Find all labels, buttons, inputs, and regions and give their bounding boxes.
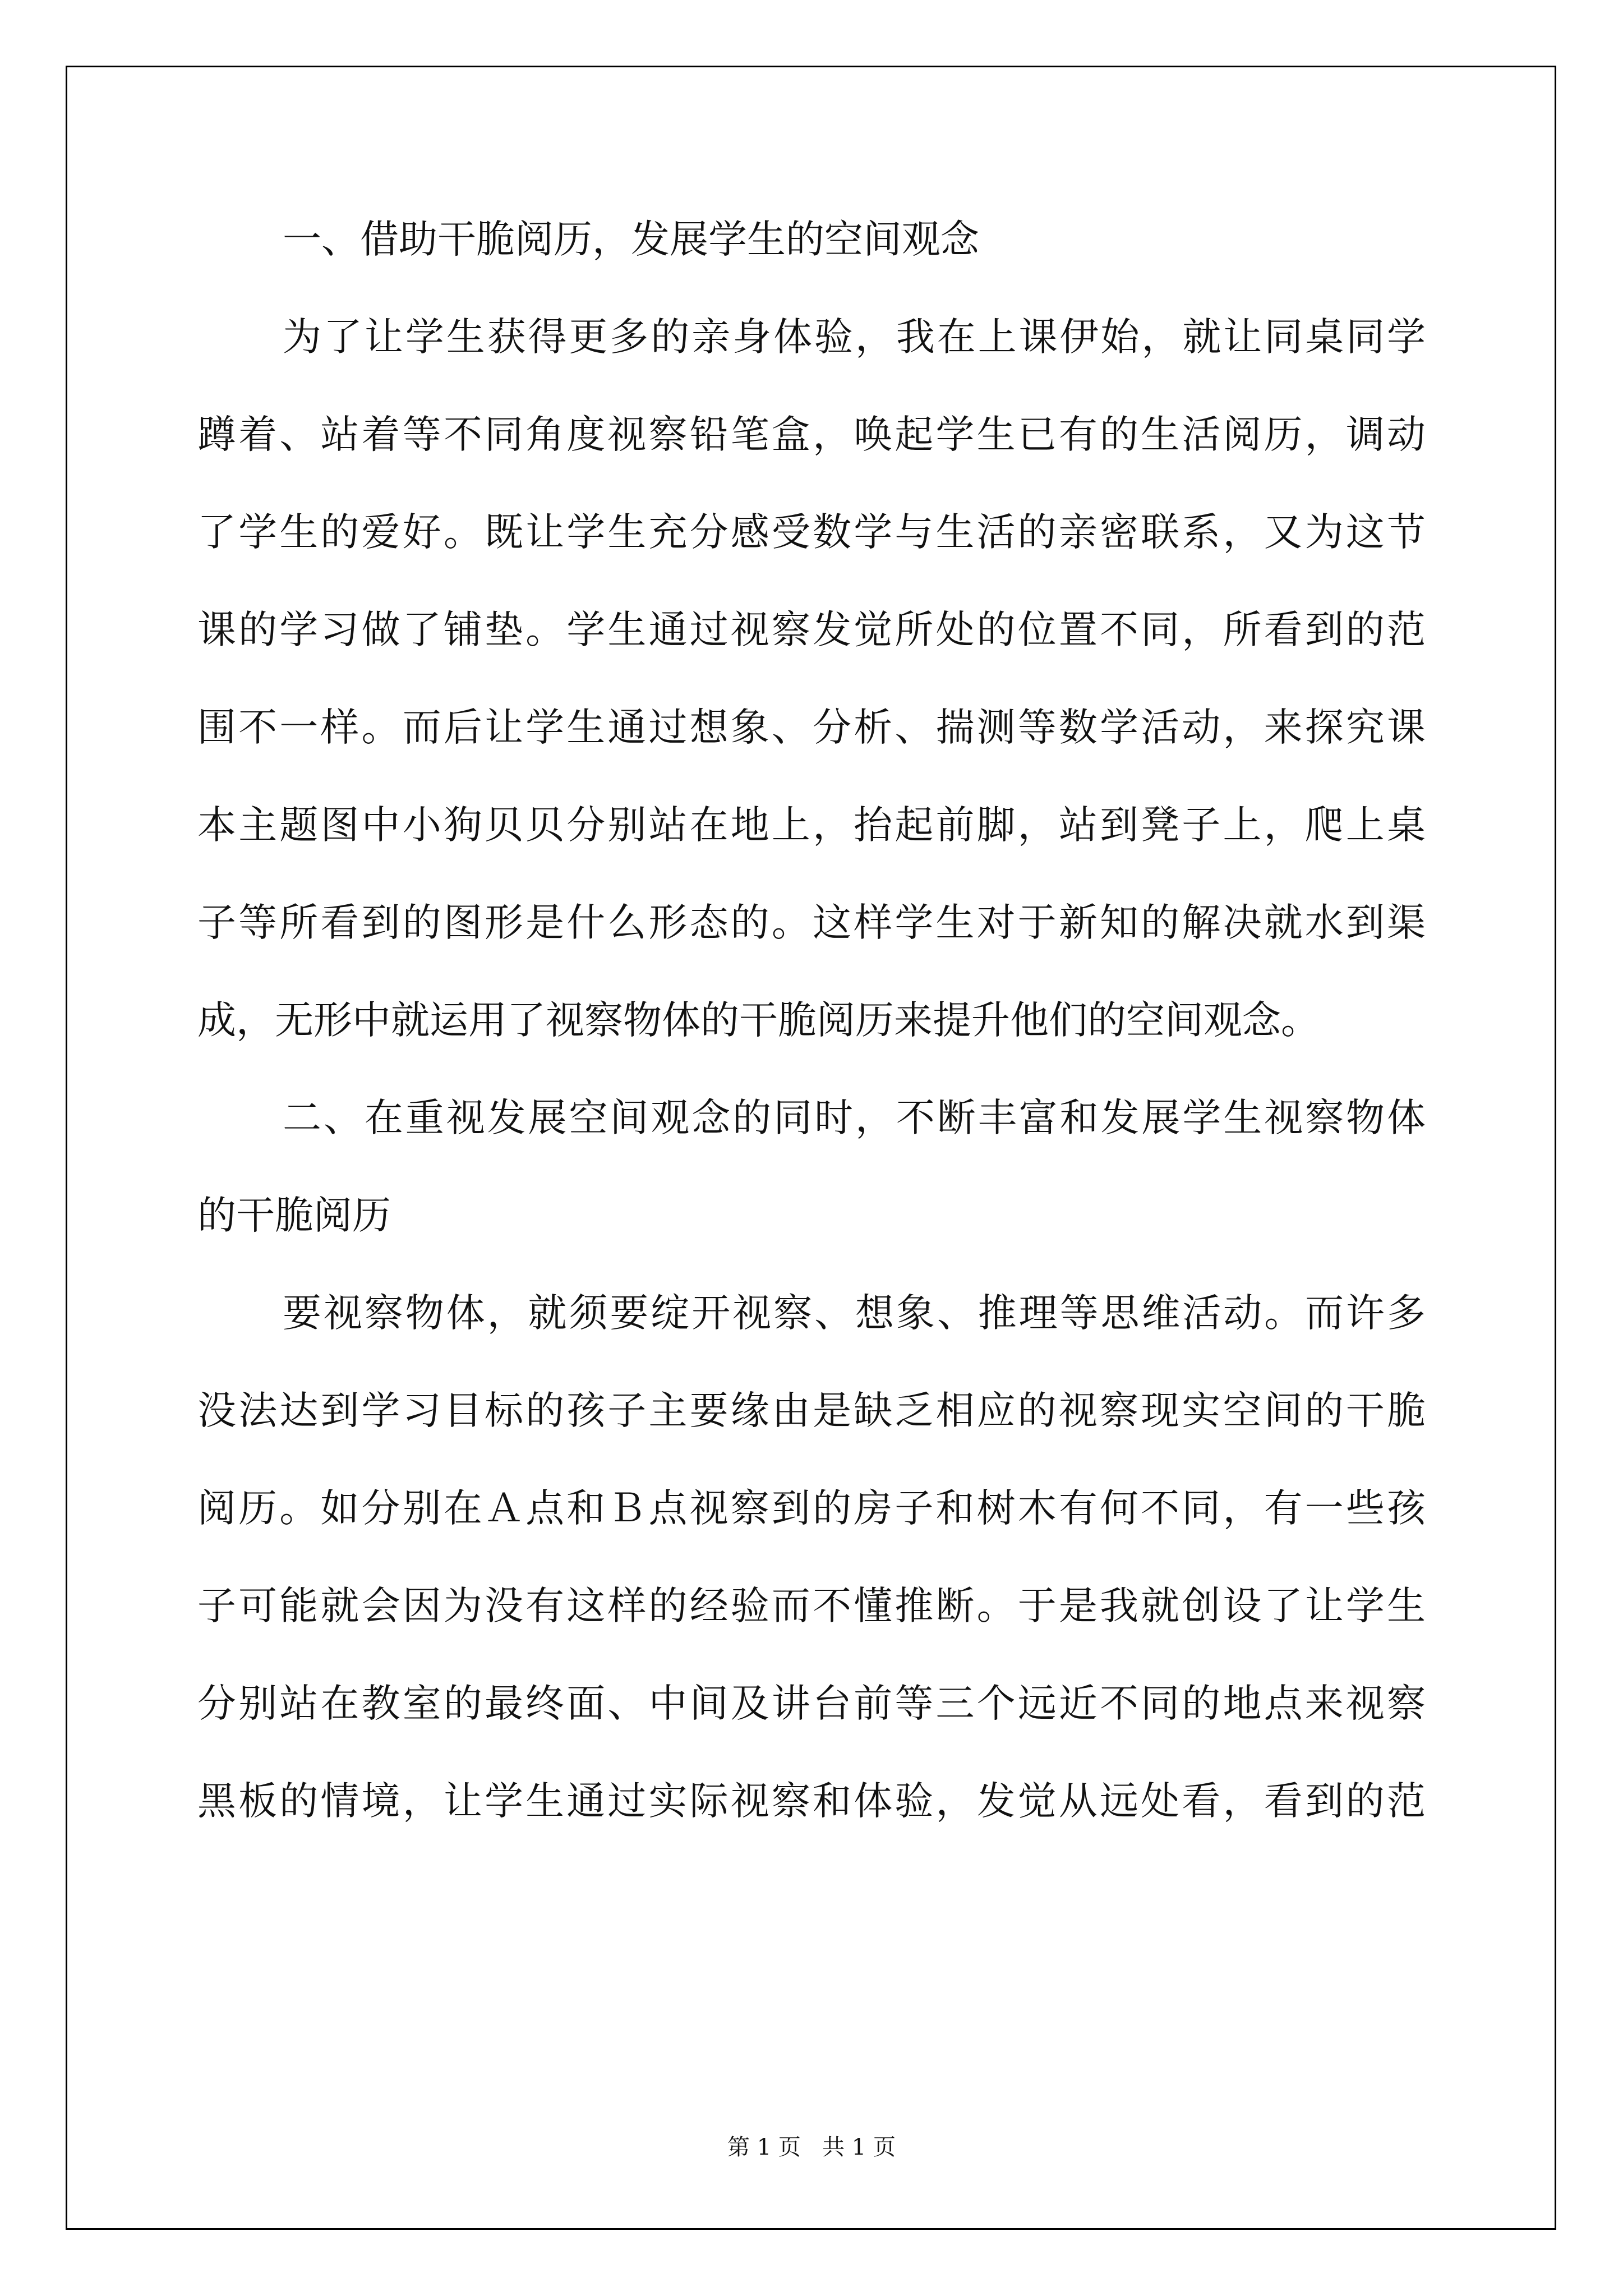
paragraph-line: 没法达到学习目标的孩子主要缘由是缺乏相应的视察现实空间的干脆	[197, 1388, 1426, 1433]
paragraph-line: 围不一样。而后让学生通过想象、分析、揣测等数学活动，来探究课	[197, 705, 1426, 750]
paragraph-line: 要视察物体，就须要绽开视察、想象、推理等思维活动。而许多	[283, 1291, 1426, 1336]
paragraph-line: 黑板的情境，让学生通过实际视察和体验，发觉从远处看，看到的范	[197, 1779, 1426, 1824]
paragraph-line: 本主题图中小狗贝贝分别站在地上，抬起前脚，站到凳子上，爬上桌	[197, 803, 1426, 848]
paragraph-line: 阅历。如分别在Ａ点和Ｂ点视察到的房子和树木有何不同，有一些孩	[197, 1486, 1426, 1531]
document-body	[197, 216, 1426, 1875]
paragraph-line: 子等所看到的图形是什么形态的。这样学生对于新知的解决就水到渠	[197, 900, 1426, 945]
paragraph-line: 了学生的爱好。既让学生充分感受数学与生活的亲密联系，又为这节	[197, 510, 1426, 555]
section-heading-1: 一、借助干脆阅历，发展学生的空间观念	[283, 217, 979, 262]
section-heading-2: 二、在重视发展空间观念的同时，不断丰富和发展学生视察物体	[283, 1096, 1426, 1140]
paragraph-line: 成，无形中就运用了视察物体的干脆阅历来提升他们的空间观念。	[197, 998, 1320, 1043]
paragraph-line: 子可能就会因为没有这样的经验而不懂推断。于是我就创设了让学生	[197, 1584, 1426, 1628]
paragraph-line: 课的学习做了铺垫。学生通过视察发觉所处的位置不同，所看到的范	[197, 608, 1426, 652]
paragraph-line: 分别站在教室的最终面、中间及讲台前等三个远近不同的地点来视察	[197, 1681, 1426, 1726]
page-footer: 第 1 页 共 1 页	[727, 2134, 896, 2160]
paragraph-line: 为了让学生获得更多的亲身体验，我在上课伊始，就让同桌同学	[283, 315, 1426, 360]
section-heading-2-continued: 的干脆阅历	[197, 1193, 391, 1238]
paragraph-line: 蹲着、站着等不同角度视察铅笔盒，唤起学生已有的生活阅历，调动	[197, 412, 1426, 457]
